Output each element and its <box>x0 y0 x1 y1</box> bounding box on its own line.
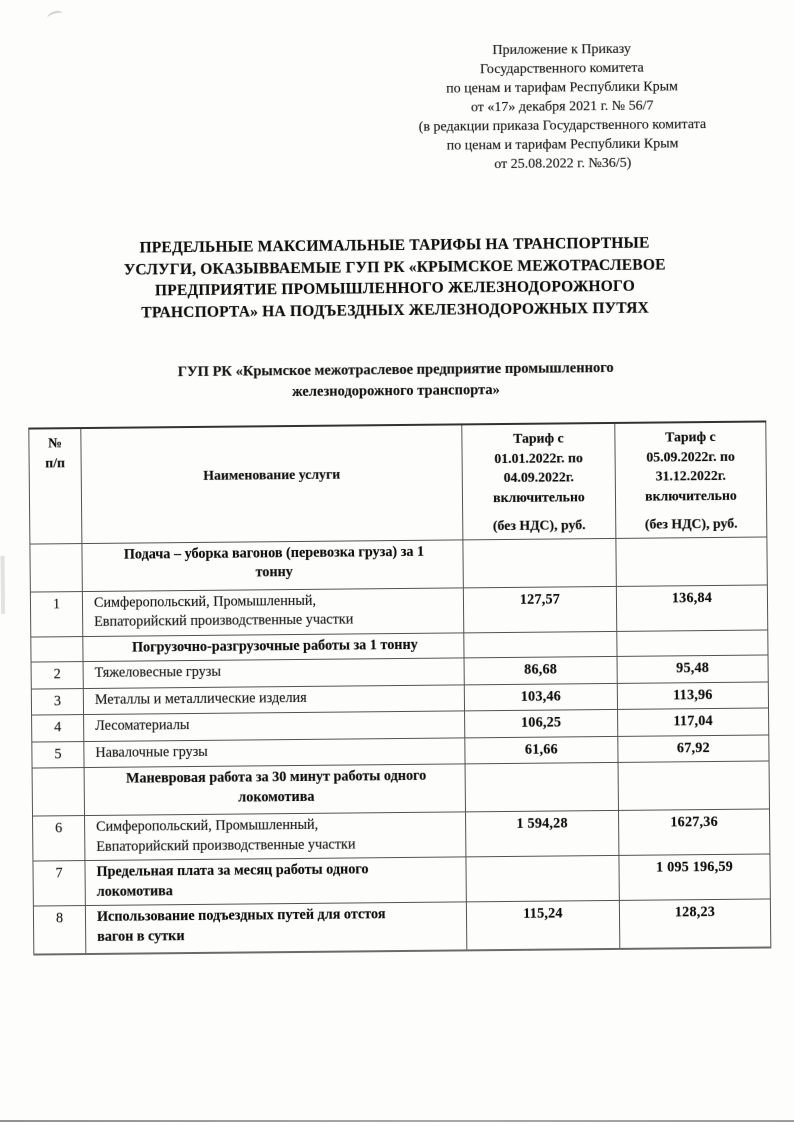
tariff1-value <box>464 631 617 658</box>
row-number: 7 <box>33 861 85 906</box>
tariff2-vat-note: (без НДС), руб. <box>621 514 761 535</box>
row-number: 3 <box>31 688 83 715</box>
tariff1-value: 1 594,28 <box>465 810 618 856</box>
service-name: Металлы и металлические изделия <box>83 684 464 714</box>
tariff1-value: 103,46 <box>464 683 617 711</box>
row-number: 1 <box>30 591 82 636</box>
section-header-row <box>32 761 769 816</box>
row-number: 4 <box>32 715 84 742</box>
service-name: Подача – уборка вагонов (перевозка груза) за 1 тонну <box>82 539 463 591</box>
tariff1-value: 115,24 <box>466 900 619 949</box>
approval-header-line: от «17» декабря 2021 г. № 56/7 <box>360 95 764 118</box>
approval-header-line: Приложение к Приказу <box>360 38 764 61</box>
tariff1-value: 106,25 <box>465 709 618 737</box>
approval-header-line: по ценам и тарифам Республики Крым <box>361 133 765 156</box>
tariff2-period: Тариф с 05.09.2022г. по 31.12.2022г. включительно <box>620 427 761 506</box>
row-number <box>30 543 82 591</box>
scan-bottom-edge <box>0 1120 794 1123</box>
tariff-table <box>28 420 771 955</box>
service-name: Симферопольский, Промышленный, Евпаторийский производственные участки <box>85 812 466 861</box>
tariff1-vat-note: (без НДС), руб. <box>468 515 610 536</box>
col-header-num: № п/п <box>29 428 82 543</box>
scan-artifact <box>46 9 64 22</box>
tariff2-value <box>617 629 768 656</box>
row-number: 8 <box>33 906 85 954</box>
approval-header-line: Государственного комитета <box>360 57 764 80</box>
tariff2-value: 1 095 196,59 <box>619 854 770 900</box>
row-number <box>32 768 84 816</box>
scan-artifact <box>1 556 6 614</box>
row-number: 6 <box>33 816 85 861</box>
service-name: Тяжеловесные грузы <box>83 658 464 688</box>
tariff2-value: 95,48 <box>617 655 768 683</box>
service-name: Навалочные грузы <box>84 737 465 767</box>
tariff2-value: 117,04 <box>618 708 769 736</box>
tariff1-value: 61,66 <box>465 736 618 764</box>
service-name: Погрузочно-разгрузочные работы за 1 тонну <box>83 632 464 661</box>
table-row <box>33 854 770 906</box>
tariff2-value <box>618 761 769 810</box>
tariff1-value <box>463 538 616 587</box>
service-name: Лесоматериалы <box>84 711 465 741</box>
tariff2-value <box>616 536 767 585</box>
tariff2-value: 1627,36 <box>618 809 769 855</box>
col-header-tariff2 <box>615 421 767 537</box>
approval-header-line: (в редакции приказа Государственного комитата <box>360 114 764 137</box>
service-name: Симферопольский, Промышленный, Евпаторийский производственные участки <box>82 587 463 636</box>
col-header-tariff1 <box>462 423 616 539</box>
tariff2-value: 67,92 <box>618 734 769 762</box>
tariff-table-body <box>30 536 771 954</box>
document-title: ПРЕДЕЛЬНЫЕ МАКСИМАЛЬНЫЕ ТАРИФЫ НА ТРАНСПОРТНЫЕ УСЛУГИ, ОКАЗЫВВАЕМЫЕ ГУП РК «КРЫМСКОЕ МЕЖОТРАСЛЕВОЕ ПРЕДПРИЯТИЕ ПРОМЫШЛЕННОГО ЖЕЛЕЗНОДОРОЖНОГО ТРАНСПОРТА» НА ПОДЪЕЗДНЫХ ЖЕЛЕЗНОДОРОЖНЫХ ПУТЯХ <box>52 232 737 325</box>
approval-header <box>360 38 765 175</box>
row-number: 2 <box>31 662 83 689</box>
tariff2-value: 128,23 <box>619 899 770 948</box>
company-subtitle: ГУП РК «Крымское межотраслевое предприятие промышленного железнодорожного транспорта» <box>89 357 703 405</box>
tariff2-value: 136,84 <box>616 584 767 630</box>
approval-header-line: по ценам и тарифам Республики Крым <box>360 76 764 99</box>
table-header-row <box>29 421 767 543</box>
col-header-service: Наименование услуги <box>81 424 463 543</box>
tariff1-value <box>466 855 619 901</box>
tariff1-period: Тариф с 01.01.2022г. по 04.09.2022г. включительно <box>467 428 610 507</box>
tariff1-value: 127,57 <box>463 586 616 632</box>
tariff1-value <box>465 762 618 811</box>
table-row <box>30 584 767 636</box>
tariff-table-wrap <box>28 420 771 955</box>
tariff2-value: 113,96 <box>617 681 768 709</box>
service-name: Предельная плата за месяц работы одного локомотива <box>85 857 466 906</box>
tariff1-value: 86,68 <box>464 656 617 684</box>
table-row <box>33 899 770 954</box>
section-header-row <box>30 536 767 591</box>
row-number <box>31 636 83 662</box>
service-name: Использование подъездных путей для отстоя вагон в сутки <box>85 902 466 954</box>
table-row <box>33 809 770 861</box>
service-name: Маневровая работа за 30 минут работы одного локомотива <box>84 764 465 816</box>
row-number: 5 <box>32 741 84 768</box>
approval-header-line: от 25.08.2022 г. №36/5) <box>361 152 765 175</box>
